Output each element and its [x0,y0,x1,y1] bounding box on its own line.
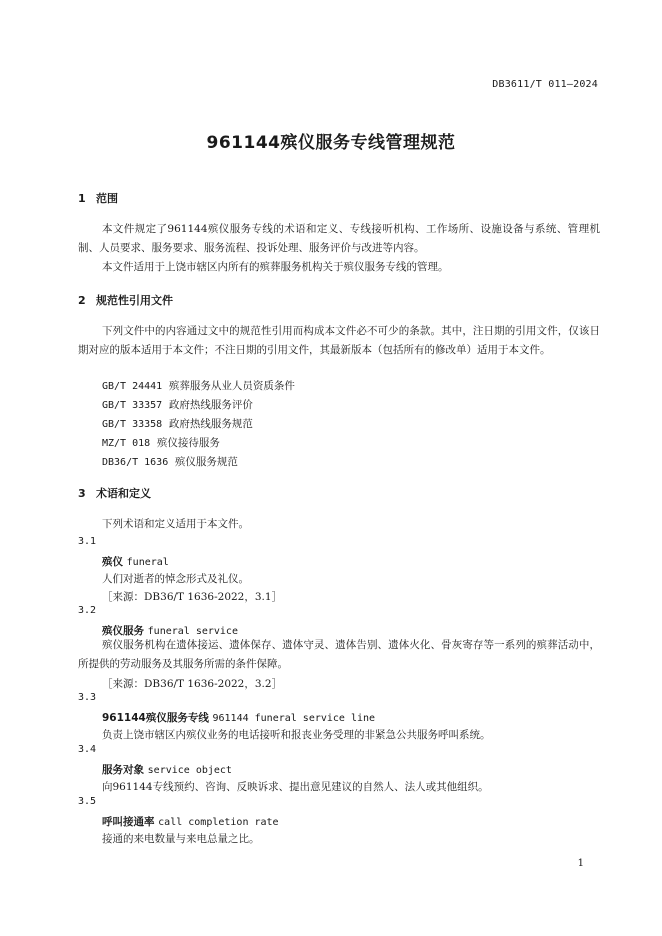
section-2-heading [78,292,173,308]
reference-item [102,416,253,431]
section-3-intro: 下列术语和定义适用于本文件。 [102,518,249,530]
page-number: 1 [577,858,584,869]
section-3-heading [78,485,151,501]
term-definition: 殡仪服务机构在遗体接运、遗体保存、遗体守灵、遗体告别、遗体火化、骨灰寄存等一系列的殡葬活动中，所提供的劳动服务及其服务所需的条件保障。 [78,639,600,670]
term-zh: 服务对象 [102,764,144,776]
term-en: funeral [126,557,169,568]
document-code: DB3611/T 011—2024 [492,79,598,90]
section-title: 规范性引用文件 [96,294,173,307]
reference-name: 殡仪服务规范 [174,456,238,468]
section-1-paragraph-1: 本文件规定了961144殡仪服务专线的术语和定义、专线接听机构、工作场所、设施设备与系统、管理机制、人员要求、服务要求、服务流程、投诉处理、服务评价与改进等内容。 [78,223,600,254]
document-title: 961144殡仪服务专线管理规范 [206,133,456,153]
section-number: 2 [78,294,86,307]
reference-name: 政府热线服务评价 [168,399,253,411]
reference-code: GB/T 33357 [102,400,163,411]
term-number: 3.4 [78,744,97,755]
reference-item [102,397,253,412]
reference-name: 殡葬服务从业人员资质条件 [168,380,295,392]
section-number: 1 [78,192,86,205]
term-source: ［来源：DB36/T 1636-2022，3.1］ [102,591,283,603]
reference-code: GB/T 24441 [102,381,163,392]
term-name [102,814,279,829]
section-number: 3 [78,487,86,500]
term-number: 3.3 [78,692,97,703]
term-source: ［来源：DB36/T 1636-2022，3.2］ [102,678,283,690]
term-name [102,710,375,725]
term-en: service object [147,765,232,776]
term-name [102,762,232,777]
term-number: 3.1 [78,536,97,547]
term-name [102,554,169,569]
reference-code: MZ/T 018 [102,438,151,449]
term-zh: 殡仪 [102,556,123,568]
reference-code: DB36/T 1636 [102,457,169,468]
term-number: 3.5 [78,796,97,807]
section-title: 术语和定义 [96,487,151,500]
term-definition: 接通的来电数量与来电总量之比。 [102,833,260,845]
term-number: 3.2 [78,605,97,616]
reference-name: 殡仪接待服务 [156,437,220,449]
section-1-heading [78,190,118,206]
term-en: 961144 funeral service line [212,713,376,724]
term-zh: 殡仪服务 [102,625,144,637]
reference-item [102,378,295,393]
term-definition: 负责上饶市辖区内殡仪业务的电话接听和报丧业务受理的非紧急公共服务呼叫系统。 [102,729,491,741]
term-en: call completion rate [158,817,279,828]
reference-item [102,435,220,450]
section-2-intro: 下列文件中的内容通过文中的规范性引用而构成本文件必不可少的条款。其中，注日期的引用文件，仅该日期对应的版本适用于本文件；不注日期的引用文件，其最新版本（包括所有的修改单）适用于本文件。 [78,325,600,356]
section-1-paragraph-2: 本文件适用于上饶市辖区内所有的殡葬服务机构关于殡仪服务专线的管理。 [102,261,449,273]
term-en: funeral service [147,626,238,637]
term-zh: 呼叫接通率 [102,816,155,828]
term-definition: 人们对逝者的悼念形式及礼仪。 [102,573,249,585]
term-zh: 961144殡仪服务专线 [102,712,209,724]
section-title: 范围 [96,192,118,205]
reference-item [102,454,238,469]
term-definition: 向961144专线预约、咨询、反映诉求、提出意见建议的自然人、法人或其他组织。 [102,781,489,793]
reference-code: GB/T 33358 [102,419,163,430]
reference-name: 政府热线服务规范 [168,418,253,430]
